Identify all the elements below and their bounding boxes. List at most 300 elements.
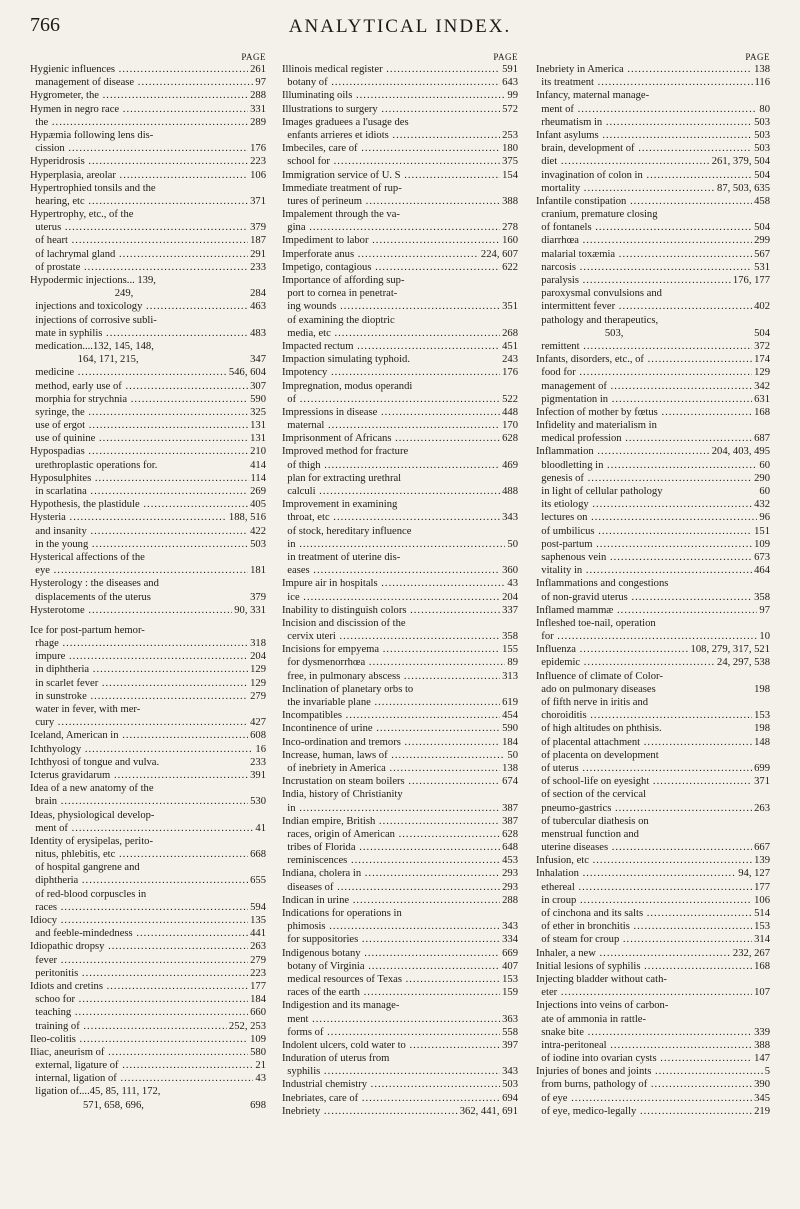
index-entry [30, 287, 266, 300]
index-entry [536, 1052, 770, 1065]
index-entry [282, 867, 518, 880]
index-entry [30, 690, 266, 703]
index-entry-page: 453 [502, 855, 518, 867]
index-entry [282, 511, 518, 524]
index-entry [536, 591, 770, 604]
index-entry-page: 279 [250, 690, 266, 702]
index-entry-page: 458 [754, 195, 770, 207]
index-entry [30, 195, 266, 208]
index-entry-text: Indigenous botany ..... [282, 947, 518, 960]
index-entry [282, 182, 518, 195]
index-entry-page: 135 [250, 915, 266, 926]
index-entry-text: the ..... [30, 116, 266, 129]
index-entry-text: teaching ..... [30, 1006, 266, 1019]
index-entry [282, 76, 518, 89]
index-entry-text: injections and toxicology ..... [30, 300, 266, 313]
index-entry-text: Impetigo, contagious ..... [282, 261, 518, 274]
index-entry [536, 670, 770, 683]
index-entry-text: 503, [536, 327, 624, 339]
index-entry-page: 387 [502, 802, 518, 814]
index-entry-text: Incontinence of urine ..... [282, 722, 518, 735]
index-entry-text: races of the earth ..... [282, 986, 518, 999]
index-entry-text: botany of Virginia ..... [282, 960, 518, 973]
index-entry-text: paralysis ..... [536, 274, 770, 287]
index-entry [536, 274, 770, 287]
index-entry [536, 696, 770, 709]
index-entry-page: 252, 253 [228, 1020, 266, 1032]
index-entry-text: ment of ..... [30, 822, 266, 835]
index-entry-text: eter ..... [536, 986, 770, 999]
index-entry-page: 106 [250, 169, 266, 181]
index-entry [536, 643, 770, 656]
index-entry [536, 208, 770, 221]
index-entry [30, 604, 266, 617]
index-entry-page: 339 [754, 1026, 770, 1038]
index-entry-text: gina ..... [282, 221, 518, 234]
index-entry-page: 107 [754, 987, 770, 999]
index-entry-page: 372 [754, 340, 770, 352]
index-entry [30, 459, 266, 472]
index-entry [536, 498, 770, 511]
index-entry-page: 106 [754, 894, 770, 906]
index-entry-page: 522 [502, 393, 518, 405]
index-entry-page: 153 [754, 710, 770, 722]
index-entry [30, 406, 266, 419]
index-entry [282, 788, 518, 801]
index-entry-page: 669 [502, 947, 518, 959]
index-entry-page: 50 [507, 749, 518, 761]
index-entry [536, 881, 770, 894]
index-entry [536, 432, 770, 445]
index-entry-page: 243 [502, 354, 518, 366]
index-entry-page: 87, 503, 635 [717, 182, 770, 194]
index-entry-page: 379 [250, 591, 266, 603]
index-entry-page: 160 [502, 235, 518, 247]
index-entry [536, 327, 770, 340]
index-entry-text: peritonitis ..... [30, 967, 266, 980]
index-entry [30, 182, 266, 195]
index-entry-text: Inflammation ..... [536, 445, 770, 458]
index-entry-page: 591 [502, 64, 518, 75]
index-entry-page: 293 [502, 881, 518, 893]
index-entry [30, 914, 266, 927]
index-entry [536, 762, 770, 775]
index-entry-text: Iceland, American in ..... [30, 729, 266, 742]
index-entry [536, 248, 770, 261]
index-entry [30, 663, 266, 676]
index-entry-page: 503 [754, 129, 770, 141]
index-entry [282, 947, 518, 960]
index-entry-text: Identity of erysipelas, perito- [30, 835, 153, 847]
index-entry [30, 743, 266, 756]
index-entry [536, 683, 770, 696]
index-entry-page: 337 [502, 604, 518, 616]
index-entry-text: syringe, the ..... [30, 406, 266, 419]
index-entry-text: of iodine into ovarian cysts ..... [536, 1052, 770, 1065]
index-entry [282, 1078, 518, 1091]
index-entry-page: 694 [502, 1092, 518, 1104]
index-entry [282, 393, 518, 406]
index-entry-text: ligation of....45, 85, 111, 172, [30, 1086, 161, 1098]
index-entry-text: Inability to distinguish colors ..... [282, 604, 518, 617]
index-entry-text: of hospital gangrene and [30, 862, 140, 874]
index-entry-text: cission ..... [30, 142, 266, 155]
index-entry [30, 861, 266, 874]
index-entry [30, 340, 266, 353]
index-entry-page: 331 [250, 103, 266, 115]
index-entry [282, 300, 518, 313]
index-entry-text: ethereal ..... [536, 881, 770, 894]
index-entry [282, 960, 518, 973]
index-entry-page: 147 [754, 1053, 770, 1065]
index-entry [30, 782, 266, 795]
index-entry-page: 342 [754, 380, 770, 392]
index-column-3 [536, 52, 770, 1118]
index-entry [30, 703, 266, 716]
index-entry-page: 451 [502, 340, 518, 352]
index-entry-page: 224, 607 [480, 248, 518, 260]
index-entry [30, 393, 266, 406]
index-entry [536, 722, 770, 735]
index-entry-text: ice ..... [282, 591, 518, 604]
index-entry [536, 393, 770, 406]
index-entry-text: of ether in bronchitis ..... [536, 920, 770, 933]
index-entry [30, 637, 266, 650]
index-entry-page: 673 [754, 551, 770, 563]
index-entry-page: 109 [754, 538, 770, 550]
index-entry-text: Increase, human, laws of ..... [282, 749, 518, 762]
index-entry-page: 375 [502, 156, 518, 168]
index-entry-text: food for ..... [536, 366, 770, 379]
index-entry [536, 340, 770, 353]
index-entry-page: 138 [502, 762, 518, 774]
index-entry-page: 390 [754, 1079, 770, 1091]
index-entry-text: Influenza ..... [536, 643, 770, 656]
index-entry-page: 343 [502, 921, 518, 933]
index-entry-page: 371 [754, 776, 770, 788]
index-entry-text: in light of cellular pathology [536, 486, 663, 497]
index-entry [536, 116, 770, 129]
index-entry-page: 21 [255, 1060, 266, 1072]
index-entry-page: 514 [754, 908, 770, 919]
index-entry-text: in croup ..... [536, 894, 770, 907]
index-entry-page: 580 [250, 1046, 266, 1058]
index-entry-text: in diphtheria ..... [30, 663, 266, 676]
index-entry [282, 920, 518, 933]
index-entry [30, 1099, 266, 1112]
index-entry-page: 687 [754, 433, 770, 445]
index-entry [282, 327, 518, 340]
index-entry [282, 907, 518, 920]
index-entry-page: 307 [250, 380, 266, 392]
index-entry-page: 159 [502, 987, 518, 999]
index-entry-text: ate of ammonia in rattle- [536, 1013, 647, 1025]
index-entry-text: Inhaler, a new ..... [536, 947, 770, 960]
index-entry [282, 63, 518, 76]
index-entry-text: of thigh ..... [282, 459, 518, 472]
index-entry-text: Hypæmia following lens dis- [30, 129, 154, 141]
index-entry-page: 233 [250, 261, 266, 273]
index-entry-text: of ..... [282, 393, 518, 406]
index-entry [282, 1026, 518, 1039]
index-entry [282, 894, 518, 907]
index-entry-text: free, in pulmonary abscess ..... [282, 670, 518, 683]
index-entry-page: 318 [250, 638, 266, 650]
index-entry [282, 551, 518, 564]
index-entry-page: 5 [764, 1066, 770, 1078]
index-entry-text: diseases of ..... [282, 881, 518, 894]
index-entry [536, 604, 770, 617]
index-entry-text: of placental attachment ..... [536, 736, 770, 749]
index-entry-page: 531 [754, 261, 770, 273]
index-entry-text: and feeble-mindedness ..... [30, 927, 266, 940]
index-entry-text: Idiopathic dropsy ..... [30, 940, 266, 953]
index-entry-page: 567 [754, 248, 770, 260]
index-entry-page: 655 [250, 875, 266, 887]
index-entry [536, 802, 770, 815]
index-entry [282, 406, 518, 419]
index-entry [282, 762, 518, 775]
index-entry-text: lectures on ..... [536, 511, 770, 524]
page-header [30, 14, 770, 44]
index-column-1 [30, 52, 266, 1112]
index-entry-text: paroxysmal convulsions and [536, 288, 662, 300]
index-entry [30, 1072, 266, 1085]
index-entry [282, 1105, 518, 1118]
index-entry [536, 999, 770, 1012]
index-entry [30, 1033, 266, 1046]
index-entry-page: 138 [754, 64, 770, 75]
index-entry-text: impure ..... [30, 650, 266, 663]
index-entry-page: 414 [250, 459, 266, 471]
index-entry [30, 169, 266, 182]
index-entry-text: Ichthyosi of tongue and vulva. [30, 756, 160, 768]
index-entry [282, 340, 518, 353]
index-entry [30, 716, 266, 729]
index-entry-text: management of ..... [536, 380, 770, 393]
index-entry-text: narcosis ..... [536, 261, 770, 274]
index-entry-page: 290 [754, 472, 770, 484]
index-entry-text: Infants, disorders, etc., of ..... [536, 353, 770, 366]
index-entry-page: 299 [754, 235, 770, 247]
index-entry [30, 577, 266, 590]
index-entry-text: Importance of affording sup- [282, 275, 405, 286]
index-entry [282, 933, 518, 946]
index-entry-text: genesis of ..... [536, 472, 770, 485]
index-entry-text: Infusion, etc ..... [536, 854, 770, 867]
index-entry-page: 24, 297, 538 [717, 657, 770, 669]
index-entry-page: 176 [502, 367, 518, 379]
index-entry-text: Inco-ordination and tremors ..... [282, 736, 518, 749]
index-entry-text: races, origin of American ..... [282, 828, 518, 841]
index-entry [30, 300, 266, 313]
index-entry-text: Illuminating oils ..... [282, 89, 518, 102]
index-entry-page: 176 [250, 143, 266, 155]
index-entry-page: 108, 279, 317, 521 [690, 644, 770, 656]
index-entry [282, 617, 518, 630]
index-entry-text: Inflammations and congestions [536, 578, 669, 590]
index-entry-text: Injections into veins of carbon- [536, 1000, 669, 1012]
index-entry-text: pigmentation in ..... [536, 393, 770, 406]
index-entry-page: 184 [502, 736, 518, 748]
index-entry-text: Indian empire, British ..... [282, 815, 518, 828]
index-entry-text: displacements of the uterus [30, 591, 151, 603]
index-entry [30, 927, 266, 940]
index-entry-page: 387 [502, 815, 518, 827]
index-entry-page: 504 [754, 222, 770, 234]
index-entry [30, 432, 266, 445]
index-entry [536, 1026, 770, 1039]
index-entry [536, 142, 770, 155]
index-entry [30, 954, 266, 967]
index-entry-text: Immediate treatment of rup- [282, 182, 402, 194]
index-entry [536, 63, 770, 76]
index-entry [282, 775, 518, 788]
index-entry-page: 483 [250, 327, 266, 339]
page-column-label: PAGE [241, 52, 266, 62]
index-entry [30, 1085, 266, 1098]
index-entry [282, 1092, 518, 1105]
index-entry-page: 293 [502, 868, 518, 880]
index-entry-text: Images graduees a l'usage des [282, 116, 409, 128]
index-entry-text: management of disease ..... [30, 76, 266, 89]
index-entry-text: schoo for ..... [30, 993, 266, 1006]
index-entry-text: for suppositories ..... [282, 933, 518, 946]
index-entry-page: 174 [754, 354, 770, 366]
index-entry-text: Impediment to labor ..... [282, 234, 518, 247]
index-entry [30, 485, 266, 498]
index-entry-page: 43 [507, 578, 518, 590]
index-entry [30, 993, 266, 1006]
index-entry [30, 809, 266, 822]
index-entry-text: choroiditis ..... [536, 709, 770, 722]
index-entry-page: 405 [250, 499, 266, 511]
index-entry-text: pathology and therapeutics, [536, 314, 659, 326]
index-entry [282, 525, 518, 538]
index-entry-text: external, ligature of ..... [30, 1059, 266, 1072]
index-entry-text: Inebriety in America ..... [536, 63, 770, 76]
index-entry-text: Infection of mother by fœtus ..... [536, 406, 770, 419]
index-entry-text: of eye ..... [536, 1092, 770, 1105]
index-entry [536, 788, 770, 801]
index-entry-page: 114 [250, 472, 266, 484]
index-entry-text: Impotency ..... [282, 366, 518, 379]
index-entry-text: ing wounds ..... [282, 300, 518, 313]
index-entry-page: 109 [250, 1033, 266, 1045]
index-entry-text: cury ..... [30, 716, 266, 729]
index-entry-page: 198 [754, 723, 770, 735]
index-entry-page: 427 [250, 717, 266, 729]
index-entry-text: Impalement through the va- [282, 209, 400, 221]
index-entry [536, 986, 770, 999]
index-entry-text: brain, development of ..... [536, 142, 770, 155]
index-entry [30, 729, 266, 742]
index-entry-text: of fontanels ..... [536, 221, 770, 234]
index-entry [282, 89, 518, 102]
index-entry-page: 608 [250, 730, 266, 742]
index-entry [536, 1105, 770, 1118]
index-entry-page: 289 [250, 116, 266, 128]
index-entry-text: Idiocy ..... [30, 914, 266, 927]
index-entry [282, 802, 518, 815]
index-entry-text: in treatment of uterine dis- [282, 551, 401, 563]
index-entry-text: Initial lesions of syphilis ..... [536, 960, 770, 973]
index-entry-text: Impacted rectum ..... [282, 340, 518, 353]
index-entry-text: ado on pulmonary diseases [536, 683, 656, 695]
index-entry [536, 459, 770, 472]
index-entry-text: of red-blood corpuscles in [30, 888, 147, 900]
index-entry-page: 253 [502, 129, 518, 141]
index-entry-text: Impaction simulating typhoid. [282, 354, 410, 366]
index-entry-page: 503 [502, 1079, 518, 1091]
index-entry-text: intermittent fever ..... [536, 300, 770, 313]
index-entry [30, 76, 266, 89]
index-entry-text: use of quinine ..... [30, 432, 266, 445]
index-entry-page: 10 [759, 631, 770, 643]
index-entry [536, 828, 770, 841]
index-entry-page: 464 [754, 565, 770, 577]
index-entry [30, 525, 266, 538]
index-entry-page: 371 [250, 195, 266, 207]
index-entry [282, 195, 518, 208]
index-entry-text: Infleshed toe-nail, operation [536, 617, 656, 629]
index-entry-page: 441 [250, 928, 266, 940]
index-entry [30, 591, 266, 604]
index-entry [282, 722, 518, 735]
index-entry-text: Hygienic influences ..... [30, 63, 266, 76]
index-entry-page: 94, 127 [738, 868, 770, 880]
index-entry-page: 96 [759, 512, 770, 524]
index-entry [536, 775, 770, 788]
index-entry [30, 472, 266, 485]
index-entry-page: 628 [502, 433, 518, 445]
index-entry-text: rheumatism in ..... [536, 116, 770, 129]
index-entry [536, 973, 770, 986]
index-entry [30, 353, 266, 366]
index-entry-page: 176, 177 [732, 275, 770, 286]
index-entry-page: 503 [250, 538, 266, 550]
index-entry [536, 815, 770, 828]
index-entry-page: 284 [250, 288, 266, 300]
index-entry-page: 263 [754, 802, 770, 814]
index-entry-text: Inflamed mammæ ..... [536, 604, 770, 617]
index-entry-text: of high altitudes on phthisis. [536, 723, 662, 735]
index-entry-text: of stock, hereditary influence [282, 525, 412, 537]
index-entry-text: 164, 171, 215, [30, 354, 139, 366]
index-entry-page: 391 [250, 769, 266, 781]
page-number: 766 [30, 14, 60, 36]
index-entry [282, 155, 518, 168]
index-entry-text: rhage ..... [30, 637, 266, 650]
index-entry [536, 155, 770, 168]
index-entry-text: plan for extracting urethral [282, 472, 402, 484]
index-entry [536, 221, 770, 234]
index-entry-text: Injecting bladder without cath- [536, 973, 667, 985]
index-entry [282, 973, 518, 986]
index-entry-text: internal, ligation of ..... [30, 1072, 266, 1085]
index-entry-text: Infantile constipation ..... [536, 195, 770, 208]
index-entry [30, 498, 266, 511]
index-entry-text: Hyperplasia, areolar ..... [30, 169, 266, 182]
index-entry-text: diet ..... [536, 155, 770, 168]
index-entry [30, 103, 266, 116]
index-entry [536, 169, 770, 182]
index-entry [282, 656, 518, 669]
index-entry [30, 888, 266, 901]
index-entry [282, 314, 518, 327]
index-entry [30, 327, 266, 340]
index-entry-text: Impure air in hospitals ..... [282, 577, 518, 590]
